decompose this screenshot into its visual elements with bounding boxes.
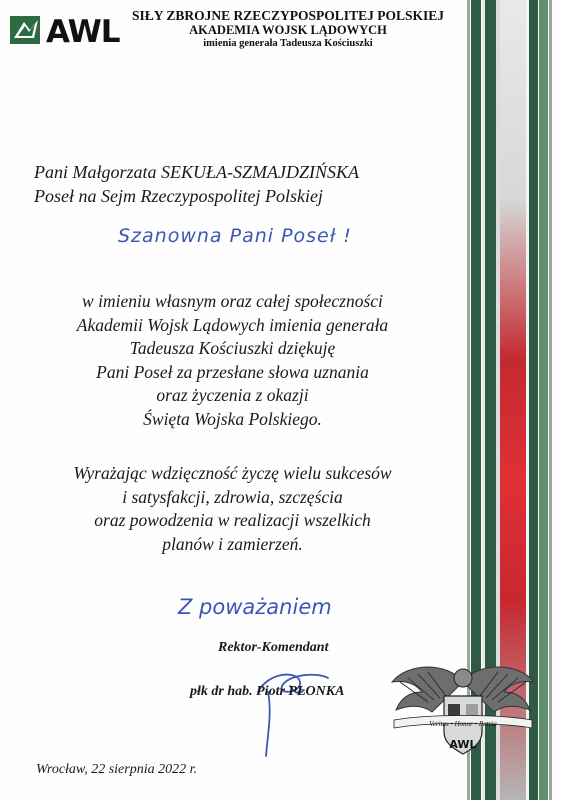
body-line: i satysfakcji, zdrowia, szczęścia [122, 486, 343, 507]
handwritten-closing: Z poważaniem [178, 595, 332, 619]
body-line: w imieniu własnym oraz całej społeczności [82, 291, 383, 311]
emblem-abbr: AWL [449, 738, 477, 751]
body-line: Pani Poseł za przesłane słowa uznania [96, 361, 369, 382]
body-line: Święta Wojska Polskiego. [143, 408, 322, 429]
academy-eagle-emblem [388, 652, 538, 764]
signer-name: płk dr hab. Piotr PŁONKA [190, 684, 345, 699]
body-line: oraz życzenia z okazji [156, 385, 309, 405]
letterhead-line3: imienia generała Tadeusza Kościuszki [203, 38, 373, 49]
body-paragraph-1 [20, 290, 445, 431]
awl-logo [8, 12, 122, 52]
handwritten-signature [238, 652, 348, 762]
handwritten-greeting: Szanowna Pani Poseł ! [118, 225, 352, 247]
body-line: planów i zamierzeń. [162, 533, 303, 554]
eagle-logo-icon [8, 12, 44, 48]
letterhead-line2: AKADEMIA WOJSK LĄDOWYCH [189, 23, 387, 37]
signer-title: Rektor-Komendant [218, 640, 329, 655]
body-line: Akademii Wojsk Lądowych imienia generała [76, 314, 389, 335]
addressee-block [34, 160, 359, 208]
body-line: oraz powodzenia w realizacji wszelkich [94, 510, 371, 530]
place-date: Wrocław, 22 sierpnia 2022 r. [36, 762, 198, 777]
letterhead [128, 8, 448, 50]
letterhead-line1: SIŁY ZBROJNE RZECZYPOSPOLITEJ POLSKIEJ [132, 8, 444, 23]
logo-text: AWL [46, 14, 120, 50]
addressee-name: Pani Małgorzata SEKUŁA-SZMAJDZIŃSKA [34, 162, 360, 182]
body-line: Tadeusza Kościuszki dziękuję [129, 338, 336, 358]
body-paragraph-2 [20, 462, 445, 556]
body-line: Wyrażając wdzięczność życzę wielu sukcesów [73, 463, 392, 483]
addressee-role: Poseł na Sejm Rzeczypospolitej Polskiej [34, 186, 323, 206]
emblem-motto: Veritas • Honor • Patria [429, 720, 497, 728]
